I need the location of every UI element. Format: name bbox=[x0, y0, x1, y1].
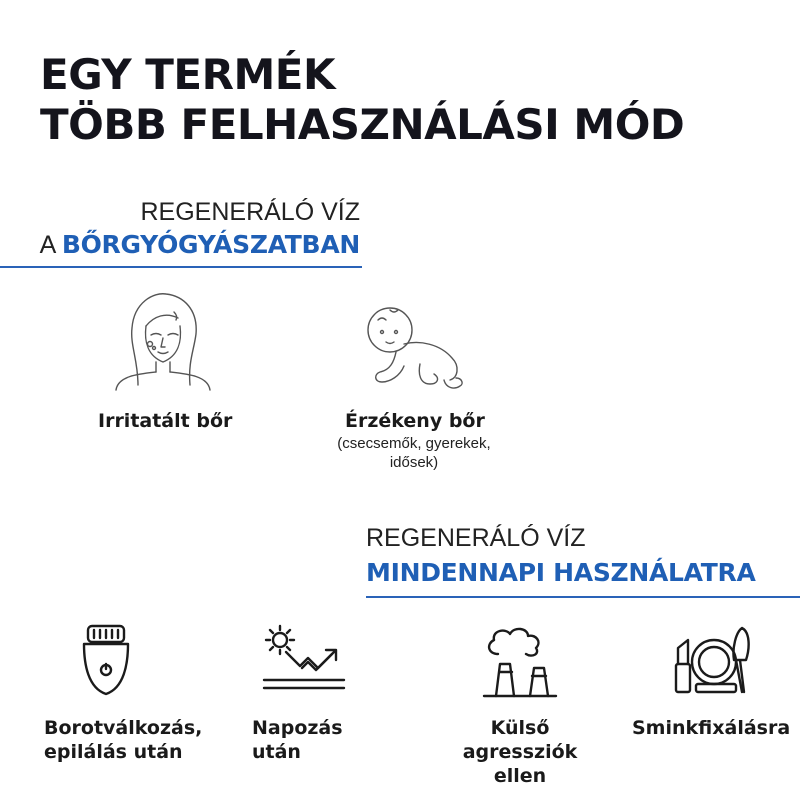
section2-divider bbox=[366, 596, 800, 598]
sun-icon bbox=[262, 624, 346, 694]
sensitive-note-line-2: idősek) bbox=[389, 454, 439, 471]
aggression-line-2: agressziók bbox=[462, 741, 578, 763]
section1-divider bbox=[0, 266, 362, 268]
makeup-icon bbox=[674, 624, 754, 696]
sunbathing-line-1: Napozás bbox=[252, 717, 343, 739]
face-icon bbox=[108, 290, 218, 394]
section1-title: REGENERÁLÓ VÍZ bbox=[140, 198, 360, 226]
label-sunbathing bbox=[252, 716, 343, 764]
section2-title: REGENERÁLÓ VÍZ bbox=[366, 524, 586, 552]
baby-icon bbox=[360, 300, 470, 396]
title-line-2: TÖBB FELHASZNÁLÁSI MÓD bbox=[40, 100, 685, 149]
sensitive-note-line-1: (csecsemők, gyerekek, bbox=[337, 435, 491, 452]
shaving-line-1: Borotválkozás, bbox=[44, 717, 203, 739]
label-makeup: Sminkfixálásra bbox=[632, 717, 791, 739]
label-irritated-skin: Irritatált bőr bbox=[98, 410, 233, 432]
aggression-line-1: Külső bbox=[490, 717, 550, 739]
label-shaving bbox=[44, 716, 202, 764]
factory-icon bbox=[480, 624, 558, 698]
sensitive-skin-note bbox=[298, 434, 530, 472]
section1-subtitle bbox=[40, 230, 360, 260]
sunbathing-line-2: után bbox=[252, 741, 301, 763]
label-aggression bbox=[440, 716, 600, 788]
section1-prefix: A bbox=[39, 231, 62, 259]
aggression-line-3: ellen bbox=[493, 765, 547, 787]
section2-highlight: MINDENNAPI HASZNÁLATRA bbox=[366, 558, 756, 587]
epilator-icon bbox=[80, 624, 132, 696]
page-title bbox=[40, 50, 684, 150]
title-line-1: EGY TERMÉK bbox=[40, 50, 335, 99]
section1-highlight: BŐRGYÓGYÁSZATBAN bbox=[61, 230, 360, 259]
label-sensitive-skin: Érzékeny bőr bbox=[345, 410, 485, 432]
shaving-line-2: epilálás után bbox=[44, 741, 183, 763]
